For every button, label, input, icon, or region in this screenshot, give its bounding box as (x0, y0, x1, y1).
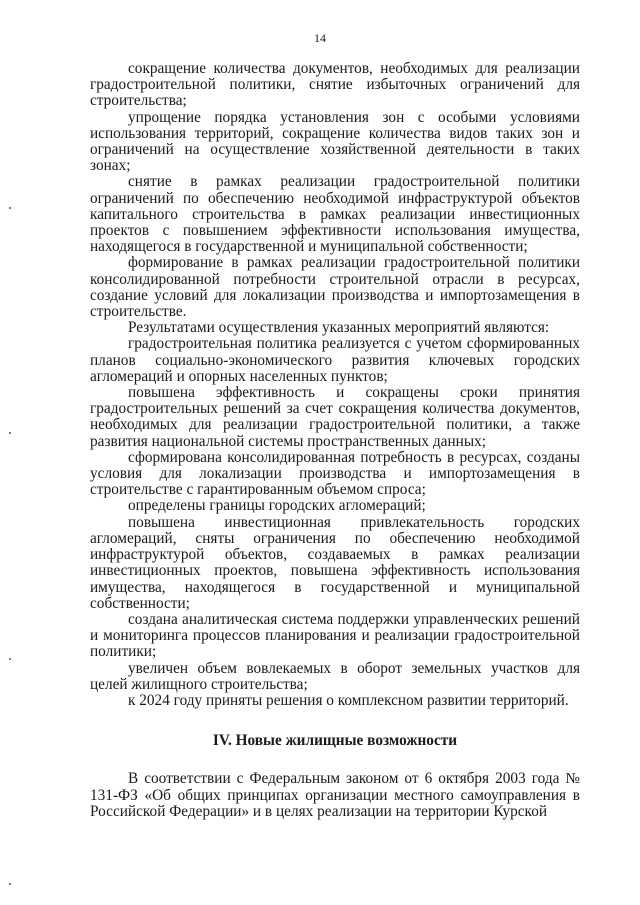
paragraph: к 2024 году приняты решения о комплексном развитии территорий. (128, 691, 569, 709)
scan-artifact (9, 432, 11, 434)
paragraph: В соответствии с Федеральным законом от 6 октября 2003 года № 131-ФЗ «Об общих принципах организации местного самоуправления в Российской Федерации» и в целях реализации на территории Курской (90, 770, 580, 820)
paragraph: повышена инвестиционная привлекательность городских агломераций, сняты ограничения по обеспечению необходимой инфраструктурой объектов, создаваемых в рамках реализации инвестиционных проектов, повышена эффективность использования имущества, находящегося в государственной и муниципальной собственности; (90, 513, 580, 612)
paragraph: повышена эффективность и сокращены сроки принятия градостроительных решений за счет сокращения количества документов, необходимых для реализации градостроительной политики, а также развития национальной системы пространственных данных; (90, 384, 580, 450)
page-number: 14 (314, 31, 326, 45)
paragraph: сформирована консолидированная потребность в ресурсах, созданы условия для локализации производства и импортозамещения в строительстве с гарантированным объемом спроса; (90, 448, 580, 499)
scan-artifact (9, 883, 11, 885)
scan-artifact (9, 207, 11, 209)
section-heading: IV. Новые жилищные возможности (212, 732, 458, 750)
paragraph: градостроительная политика реализуется с учетом сформированных планов социально-экономического развития ключевых городских агломераций и опорных населенных пунктов; (90, 335, 580, 385)
paragraph: снятие в рамках реализации градостроительной политики ограничений по обеспечению необходимой инфраструктурой объектов капитального строительства в рамках реализации инвестиционных проектов с повышением эффективности использования имущества, находящегося в государственной и муниципальной собственности; (90, 173, 580, 256)
paragraph: Результатами осуществления указанных мероприятий являются: (128, 319, 550, 337)
paragraph: упрощение порядка установления зон с особыми условиями использования территорий, сокращение количества видов таких зон и ограничений на осуществление хозяйственной деятельности в таких зонах; (90, 108, 580, 175)
document-body (90, 61, 580, 820)
paragraph: увеличен объем вовлекаемых в оборот земельных участков для целей жилищного строительства; (90, 659, 580, 693)
paragraph: создана аналитическая система поддержки управленческих решений и мониторинга процессов планирования и реализации градостроительной политики; (90, 610, 580, 661)
scan-artifact (9, 658, 11, 660)
paragraph: формирование в рамках реализации градостроительной политики консолидированной потребности строительной отрасли в ресурсах, создание условий для локализации производства и импортозамещения в строительстве. (90, 254, 580, 321)
paragraph: определены границы городских агломераций; (128, 497, 426, 515)
paragraph: сокращение количества документов, необходимых для реализации градостроительной политики, снятие избыточных ограничений для строительства; (90, 60, 580, 110)
